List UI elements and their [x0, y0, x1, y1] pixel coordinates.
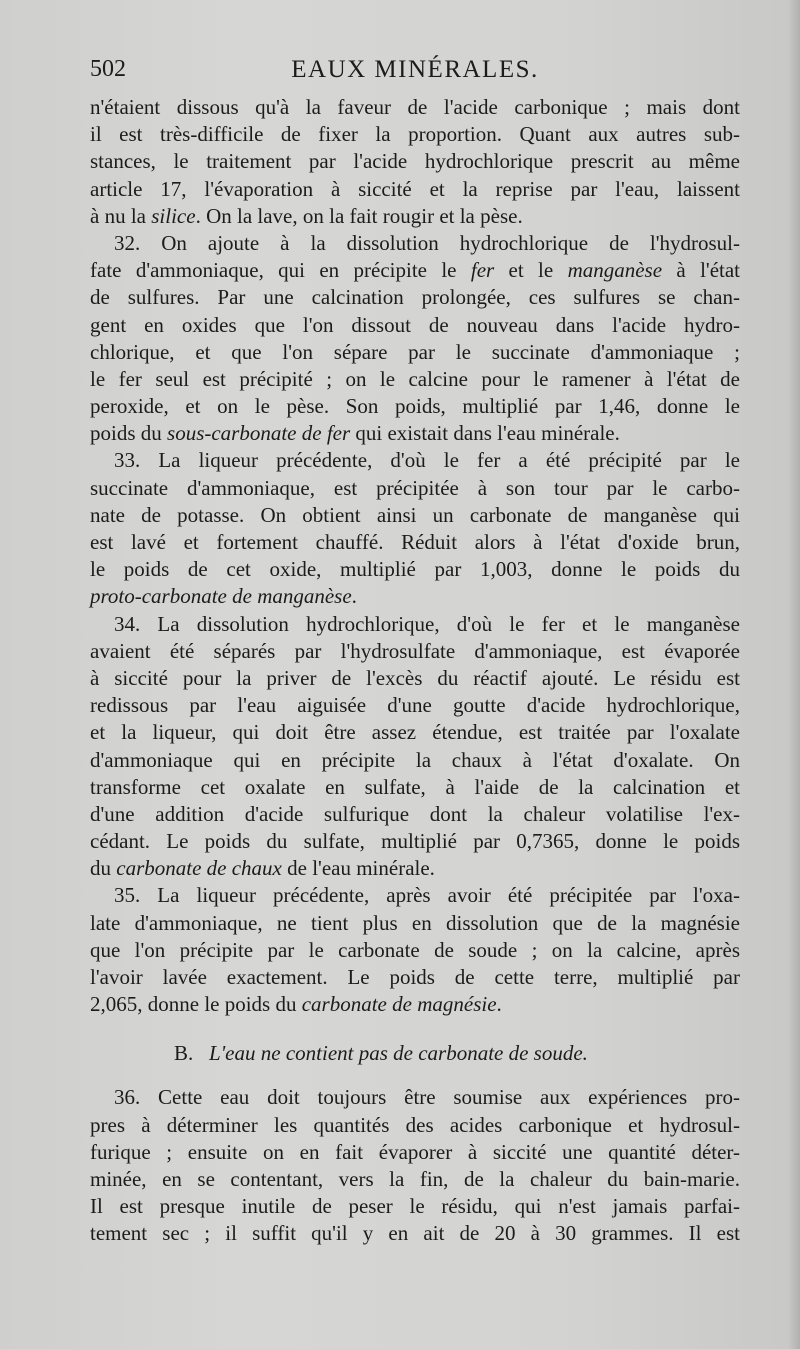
text-line [90, 1220, 740, 1247]
text-run: le fer seul est précipité ; on le calcine pour le ramener à l'état de [90, 366, 740, 391]
text-run: d'une addition d'acide sulfurique dont la chaleur volatilise l'ex- [90, 801, 740, 826]
text-run: le poids de cet oxide, multiplié par 1,003, donne le poids du [90, 557, 740, 582]
text-line [90, 1139, 740, 1166]
italic-term: manganèse [567, 258, 663, 283]
text-line [90, 556, 740, 583]
italic-term: carbonate de chaux [116, 856, 282, 881]
text-run: poids du [90, 421, 168, 446]
text-line [90, 910, 740, 937]
text-run: cédant. Le poids du sulfate, multiplié par 0,7365, donne le poids [90, 829, 740, 854]
section-title: L'eau ne contient pas de carbonate de soude. [209, 1041, 588, 1066]
text-run: chlorique, et que l'on sépare par le succinate d'ammoniaque ; [90, 339, 740, 364]
text-run: est lavé et fortement chauffé. Réduit alors à l'état d'oxide brun, [90, 530, 740, 554]
spacer [90, 1068, 740, 1084]
text-line [90, 312, 740, 339]
text-run: nate de potasse. On obtient ainsi un carbonate de manganèse qui [90, 502, 740, 527]
text-line [90, 257, 740, 284]
text-run: qui existait dans l'eau minérale. [350, 421, 620, 446]
text-line [90, 339, 740, 366]
text-line [90, 828, 740, 855]
text-line [90, 855, 740, 882]
text-run: article 17, l'évaporation à siccité et la reprise par l'eau, laissent [90, 176, 740, 201]
text-line [90, 638, 740, 665]
text-line [90, 801, 740, 828]
text-line [90, 475, 740, 502]
text-run: pres à déterminer les quantités des acides carbonique et hydrosul- [90, 1112, 740, 1137]
italic-term: sous-carbonate de fer [167, 421, 351, 446]
text-run: de sulfures. Par une calcination prolongée, ces sulfures se chan- [90, 285, 740, 310]
text-line [90, 121, 740, 148]
text-line [90, 747, 740, 774]
text-run: fate d'ammoniaque, qui en précipite le [90, 258, 471, 283]
text-run: peroxide, et on le pèse. Son poids, multiplié par 1,46, donne le [90, 394, 740, 419]
page-number: 502 [90, 56, 126, 82]
text-run: 36. Cette eau doit toujours être soumise aux expériences pro- [114, 1085, 740, 1110]
text-run: succinate d'ammoniaque, est précipitée à son tour par le carbo- [90, 475, 740, 500]
text-run: à siccité pour la priver de l'excès du réactif ajouté. Le résidu est [90, 665, 740, 690]
text-line [90, 774, 740, 801]
text-line [90, 719, 740, 746]
text-line [90, 1166, 740, 1193]
section-letter: B. [174, 1041, 194, 1066]
text-run: à nu la [90, 203, 152, 228]
text-line [90, 583, 740, 610]
text-run: l'avoir lavée exactement. Le poids de cette terre, multiplié par [90, 965, 740, 989]
text-run: late d'ammoniaque, ne tient plus en dissolution que de la magnésie [90, 910, 740, 935]
italic-term: silice [151, 203, 196, 228]
text-run: minée, en se contentant, vers la fin, de la chaleur du bain-marie. [90, 1166, 740, 1191]
text-line [90, 529, 740, 556]
page-header [90, 52, 740, 92]
text-line [90, 94, 740, 121]
text-run: à l'état [662, 258, 741, 283]
text-run: il est très-difficile de fixer la proportion. Quant aux autres sub- [90, 122, 740, 147]
text-line [90, 230, 740, 257]
text-run: gent en oxides que l'on dissout de nouveau dans l'acide hydro- [90, 312, 740, 337]
text-line [90, 148, 740, 175]
text-line [90, 882, 740, 909]
text-line [90, 611, 740, 638]
text-run: que l'on précipite par le carbonate de soude ; on la calcine, après [90, 937, 740, 962]
paragraphs-block-1 [90, 94, 740, 1018]
text-run: Il est presque inutile de peser le résidu, qui n'est jamais parfai- [90, 1194, 740, 1219]
paragraphs-block-2 [90, 1084, 740, 1247]
text-run: furique ; ensuite on en fait évaporer à siccité une quantité déter- [90, 1139, 740, 1164]
text-line [90, 176, 740, 203]
text-run: tement sec ; il suffit qu'il y en ait de 20 à 30 grammes. Il est [90, 1221, 740, 1246]
text-line [90, 1112, 740, 1139]
text-line [90, 1193, 740, 1220]
text-run: 33. La liqueur précédente, d'où le fer a été précipité par le [114, 448, 740, 473]
text-run: avaient été séparés par l'hydrosulfate d'ammoniaque, est évaporée [90, 638, 740, 663]
running-head: EAUX MINÉRALES. [291, 56, 539, 83]
text-line [90, 692, 740, 719]
text-line [90, 284, 740, 311]
text-run: n'étaient dissous qu'à la faveur de l'acide carbonique ; mais dont [90, 95, 740, 119]
text-line [90, 991, 740, 1018]
text-line [90, 502, 740, 529]
text-run: et la liqueur, qui doit être assez étendue, est traitée par l'oxalate [90, 720, 740, 745]
text-run: 2,065, donne le poids du [90, 992, 302, 1017]
section-heading [90, 1038, 740, 1068]
text-run: . [351, 584, 357, 609]
text-run: stances, le traitement par l'acide hydrochlorique prescrit au même [90, 149, 740, 174]
text-line [90, 937, 740, 964]
text-line [90, 420, 740, 447]
italic-term: fer [470, 258, 495, 283]
text-run: . [496, 992, 502, 1017]
text-run: 35. La liqueur précédente, après avoir été précipitée par l'oxa- [114, 883, 740, 908]
text-run: transforme cet oxalate en sulfate, à l'aide de la calcination et [90, 774, 740, 799]
text-line [90, 393, 740, 420]
text-run: de l'eau minérale. [281, 856, 435, 881]
text-run: 32. On ajoute à la dissolution hydrochlorique de l'hydrosul- [114, 230, 740, 255]
text-line [90, 203, 740, 230]
text-run: 34. La dissolution hydrochlorique, d'où le fer et le manganèse [114, 611, 740, 636]
body-text [90, 94, 740, 1248]
italic-term: proto-carbonate de manganèse [90, 584, 352, 609]
text-line [90, 366, 740, 393]
text-run: redissous par l'eau aiguisée d'une goutte d'acide hydrochlorique, [90, 693, 740, 718]
text-run: et le [494, 258, 568, 283]
text-line [90, 964, 740, 991]
italic-term: carbonate de magnésie [301, 992, 497, 1017]
spacer [90, 1018, 740, 1038]
text-line [90, 1084, 740, 1111]
text-line [90, 447, 740, 474]
text-run: . On la lave, on la fait rougir et la pèse. [195, 203, 523, 228]
text-run: du [90, 856, 117, 881]
text-run: d'ammoniaque qui en précipite la chaux à l'état d'oxalate. On [90, 747, 740, 772]
text-line [90, 665, 740, 692]
page-shadow [788, 0, 800, 1349]
